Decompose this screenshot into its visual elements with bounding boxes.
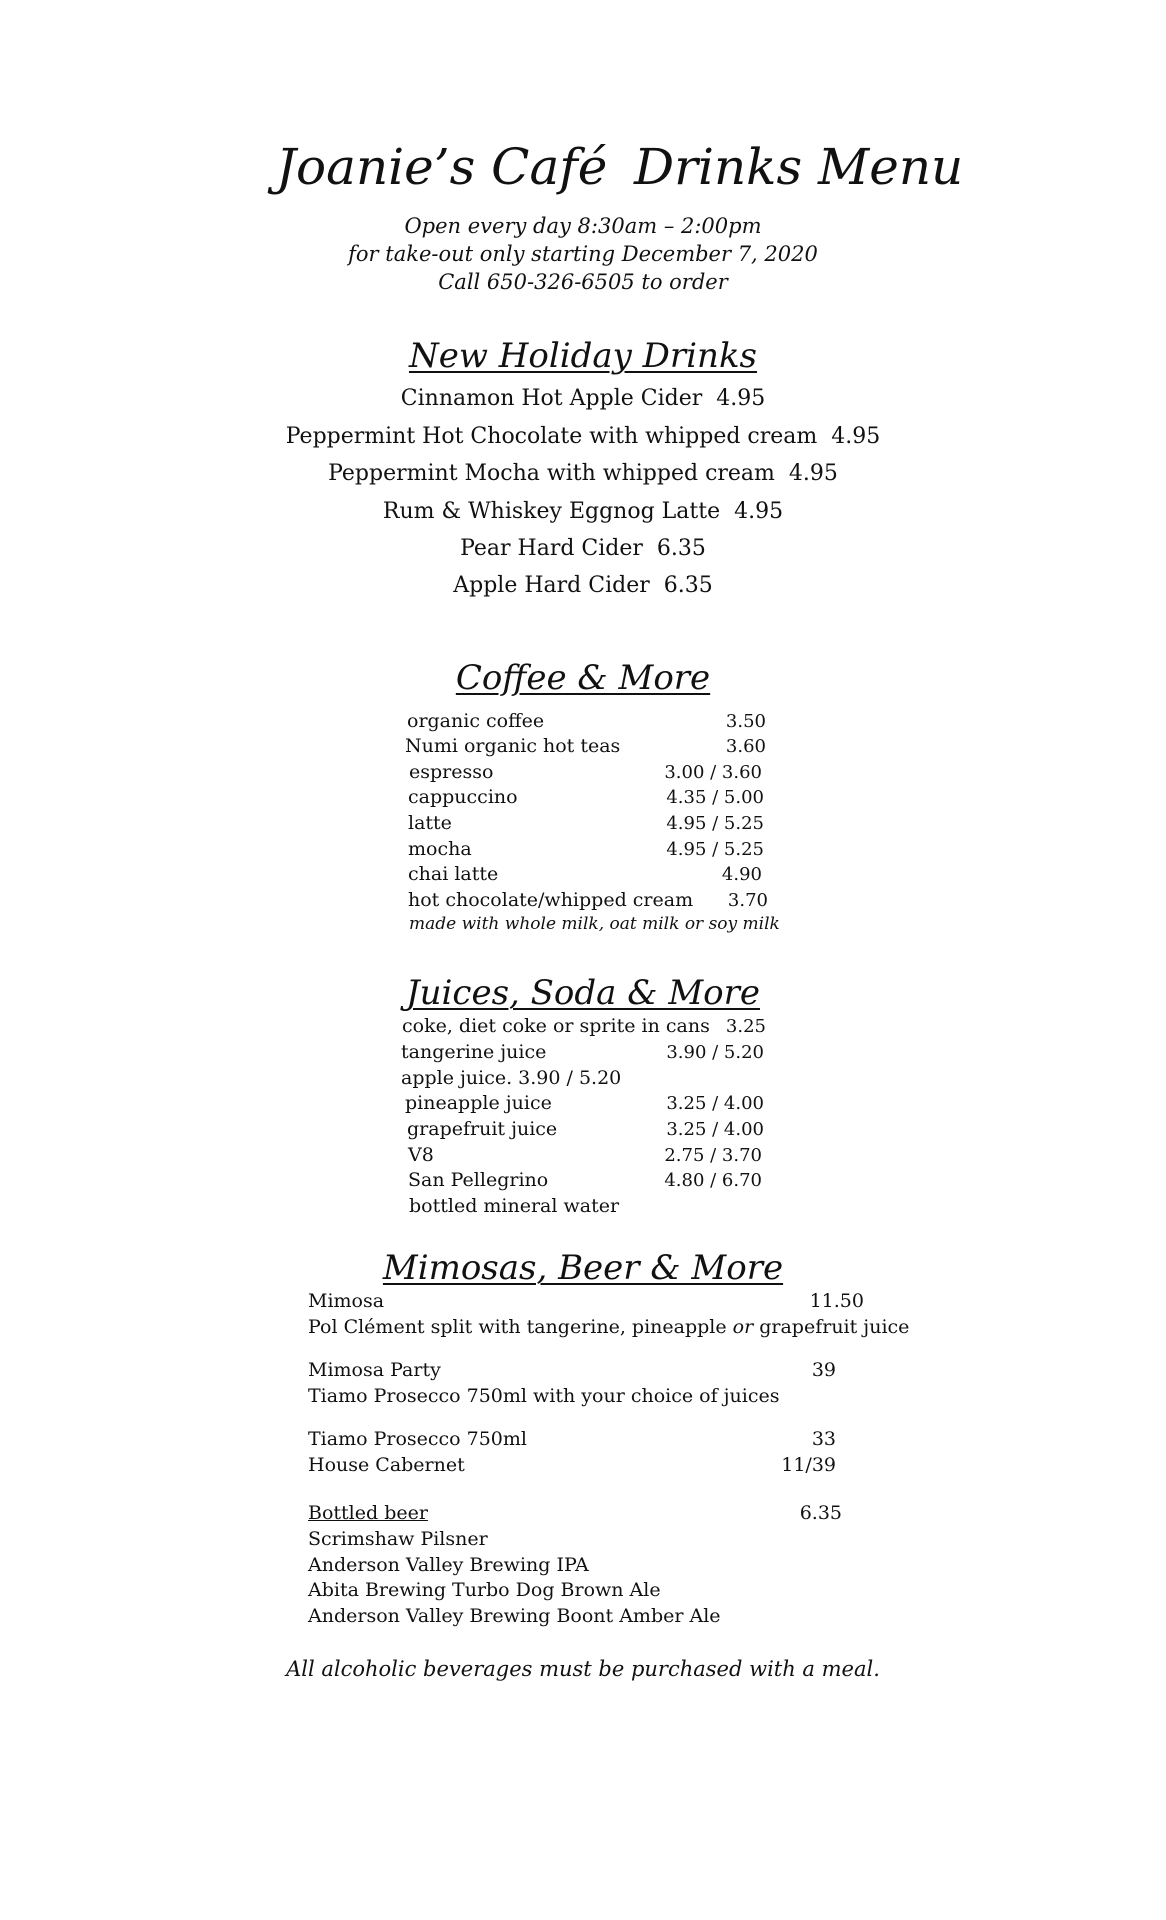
juice-item-name: bottled mineral water: [409, 1195, 620, 1217]
prosecco-name: Tiamo Prosecco 750ml: [308, 1428, 527, 1450]
mimosa-party-name: Mimosa Party: [308, 1359, 441, 1381]
mimosa-price: 11.50: [809, 1290, 864, 1312]
juice-item-name: coke, diet coke or sprite in cans: [402, 1015, 710, 1037]
beer-item: Abita Brewing Turbo Dog Brown Ale: [308, 1579, 661, 1601]
mimosas-heading: Mimosas, Beer & More: [382, 1248, 784, 1288]
coffee-item-name: hot chocolate/whipped cream: [408, 889, 694, 911]
juice-item-name: V8: [408, 1144, 434, 1166]
list-item: Apple Hard Cider 6.35: [453, 573, 713, 598]
bottled-beer-label: Bottled beer: [308, 1502, 428, 1524]
juice-item-name: grapefruit juice: [407, 1118, 558, 1140]
coffee-item-price: 3.50: [725, 711, 766, 732]
coffee-item-name: mocha: [408, 838, 472, 860]
coffee-item-name: organic coffee: [407, 710, 545, 732]
mimosa-party-description: Tiamo Prosecco 750ml with your choice of juices: [308, 1385, 780, 1407]
list-item: Pear Hard Cider 6.35: [460, 536, 706, 561]
coffee-item-name: latte: [408, 812, 452, 834]
list-item: Peppermint Mocha with whipped cream 4.95: [328, 461, 838, 486]
coffee-heading: Coffee & More: [455, 658, 711, 698]
list-item: Cinnamon Hot Apple Cider 4.95: [400, 386, 766, 411]
takeout-line: for take-out only starting December 7, 2020: [348, 242, 818, 266]
phone-line: Call 650-326-6505 to order: [438, 270, 728, 294]
cafe-name: Joanie’s Café: [276, 138, 608, 196]
list-item: Peppermint Hot Chocolate with whipped cream 4.95: [285, 424, 881, 449]
coffee-item-name: cappuccino: [408, 786, 518, 808]
coffee-item-price: 3.70: [727, 890, 768, 911]
beer-item: Scrimshaw Pilsner: [308, 1528, 488, 1550]
coffee-item-price: 3.00 / 3.60: [664, 762, 762, 783]
coffee-item-price: 4.35 / 5.00: [666, 787, 764, 808]
holiday-heading: New Holiday Drinks: [408, 336, 758, 376]
list-item: Rum & Whiskey Eggnog Latte 4.95: [382, 499, 784, 524]
juice-item-price: 4.80 / 6.70: [664, 1170, 762, 1191]
juices-heading: Juices, Soda & More: [406, 973, 760, 1013]
hours-line: Open every day 8:30am – 2:00pm: [404, 214, 762, 238]
juice-item-name: pineapple juice: [405, 1092, 552, 1114]
coffee-item-price: 3.60: [725, 736, 766, 757]
alcohol-policy-note: All alcoholic beverages must be purchased with a meal.: [286, 1657, 880, 1681]
juice-item-price: 3.25 / 4.00: [666, 1119, 764, 1140]
bottled-beer-price: 6.35: [799, 1502, 842, 1524]
coffee-item-price: 4.90: [721, 864, 762, 885]
cabernet-name: House Cabernet: [308, 1454, 465, 1476]
mimosa-name: Mimosa: [308, 1290, 385, 1312]
juice-item-name: apple juice. 3.90 / 5.20: [401, 1067, 622, 1089]
coffee-item-price: 4.95 / 5.25: [666, 813, 764, 834]
beer-item: Anderson Valley Brewing IPA: [308, 1554, 589, 1576]
coffee-item-name: chai latte: [408, 863, 499, 885]
juice-item-price: 3.25 / 4.00: [666, 1093, 764, 1114]
beer-item: Anderson Valley Brewing Boont Amber Ale: [308, 1605, 721, 1627]
juice-item-price: 3.25: [725, 1016, 766, 1037]
prosecco-price: 33: [811, 1428, 836, 1450]
juice-item-name: San Pellegrino: [408, 1169, 549, 1191]
coffee-item-name: espresso: [409, 761, 494, 783]
menu-title: Drinks Menu: [634, 138, 964, 196]
coffee-item-name: Numi organic hot teas: [405, 735, 621, 757]
coffee-item-price: 4.95 / 5.25: [666, 839, 764, 860]
juice-item-name: tangerine juice: [401, 1041, 547, 1063]
mimosa-party-price: 39: [811, 1359, 836, 1381]
mimosa-description: Pol Clément split with tangerine, pineapple or grapefruit juice: [308, 1316, 910, 1338]
cabernet-price: 11/39: [781, 1454, 836, 1476]
juice-item-price: 2.75 / 3.70: [664, 1145, 762, 1166]
juice-item-price: 3.90 / 5.20: [666, 1042, 764, 1063]
milk-note: made with whole milk, oat milk or soy milk: [409, 914, 780, 934]
